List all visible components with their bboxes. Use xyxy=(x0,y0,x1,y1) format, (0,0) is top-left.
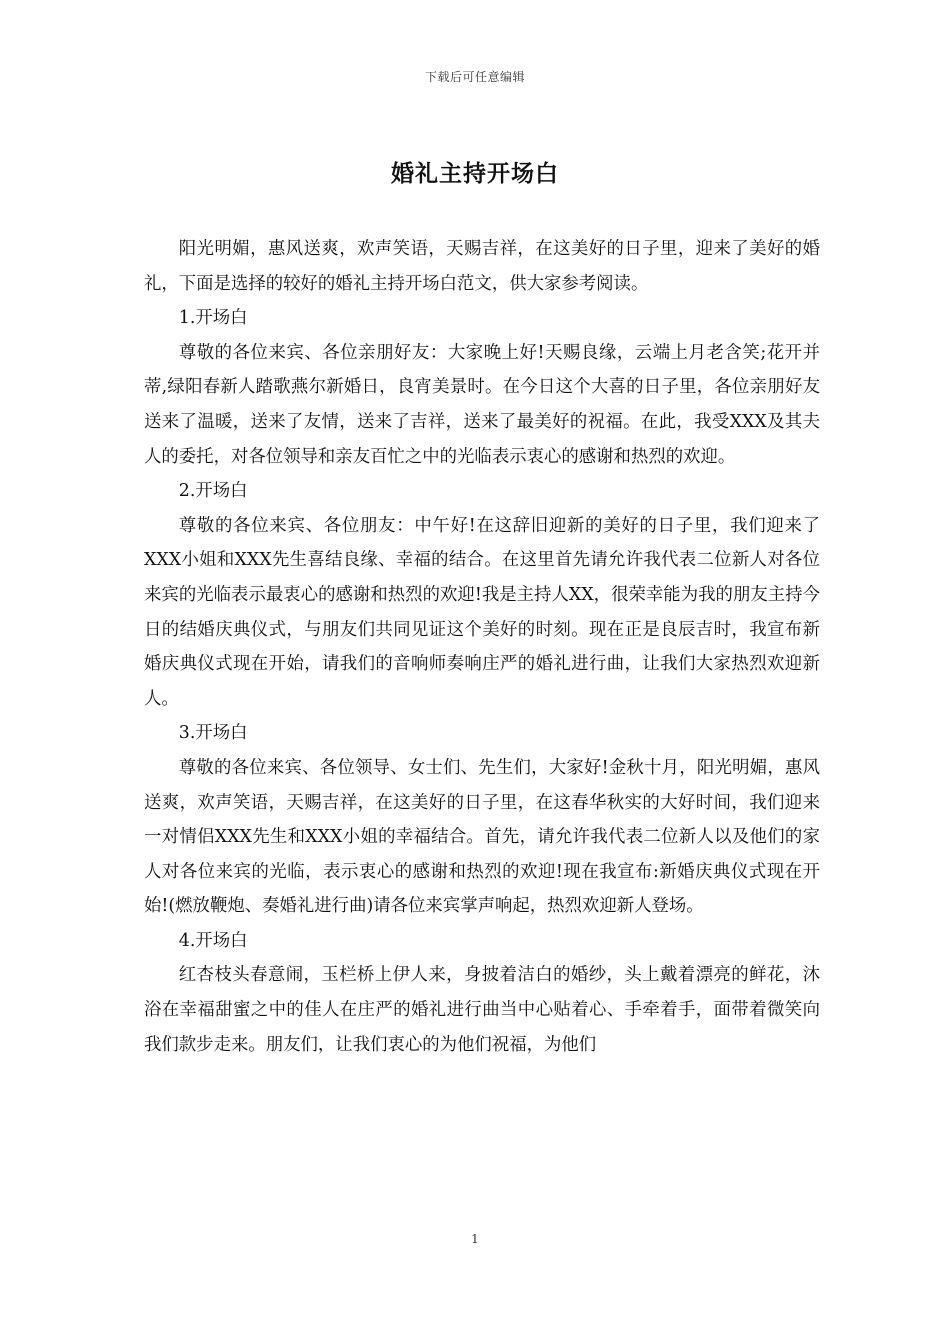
section-paragraph: 尊敬的各位来宾、各位领导、女士们、先生们，大家好!金秋十月，阳光明媚，惠风送爽，欢声笑语，天赐吉祥，在这美好的日子里，在这春华秋实的大好时间，我们迎来一对情侣XXX先生和XXX小姐的幸福结合。首先，请允许我代表二位新人以及他们的家人对各位来宾的光临，表示衷心的感谢和热烈的欢迎!现在我宣布:新婚庆典仪式现在开始!(燃放鞭炮、奏婚礼进行曲)请各位来宾掌声响起，热烈欢迎新人登场。 xyxy=(144,757,820,917)
section-heading: 1.开场白 xyxy=(178,308,248,329)
page-number: 1 xyxy=(471,1232,479,1246)
section-heading: 2.开场白 xyxy=(178,481,248,502)
document-body xyxy=(144,232,820,1062)
section-heading: 4.开场白 xyxy=(178,930,248,951)
section-paragraph: 尊敬的各位来宾、各位亲朋好友：大家晚上好!天赐良缘，云端上月老含笑;花开并蒂,绿阳春新人踏歌燕尔新婚日，良宵美景时。在今日这个大喜的日子里，各位亲朋好友送来了温暖，送来了友情，送来了吉祥，送来了最美好的祝福。在此，我受XXX及其夫人的委托，对各位领导和亲友百忙之中的光临表示衷心的感谢和热烈的欢迎。 xyxy=(144,342,820,467)
section-paragraph: 尊敬的各位来宾、各位朋友：中午好!在这辞旧迎新的美好的日子里，我们迎来了XXX小姐和XXX先生喜结良缘、幸福的结合。在这里首先请允许我代表二位新人对各位来宾的光临表示最衷心的感谢和热烈的欢迎!我是主持人XX，很荣幸能为我的朋友主持今日的结婚庆典仪式，与朋友们共同见证这个美好的时刻。现在正是良辰吉时，我宣布新婚庆典仪式现在开始，请我们的音响师奏响庄严的婚礼进行曲，让我们大家热烈欢迎新人。 xyxy=(144,515,820,709)
header-note: 下载后可任意编辑 xyxy=(424,70,525,84)
section-heading: 3.开场白 xyxy=(178,723,248,744)
intro-paragraph: 阳光明媚，惠风送爽，欢声笑语，天赐吉祥，在这美好的日子里，迎来了美好的婚礼，下面是选择的较好的婚礼主持开场白范文，供大家参考阅读。 xyxy=(144,239,820,294)
document-title: 婚礼主持开场白 xyxy=(391,160,559,187)
section-paragraph: 红杏枝头春意闹，玉栏桥上伊人来，身披着洁白的婚纱，头上戴着漂亮的鲜花，沐浴在幸福甜蜜之中的佳人在庄严的婚礼进行曲当中心贴着心、手牵着手，面带着微笑向我们款步走来。朋友们，让我们衷心的为他们祝福，为他们 xyxy=(144,965,820,1055)
